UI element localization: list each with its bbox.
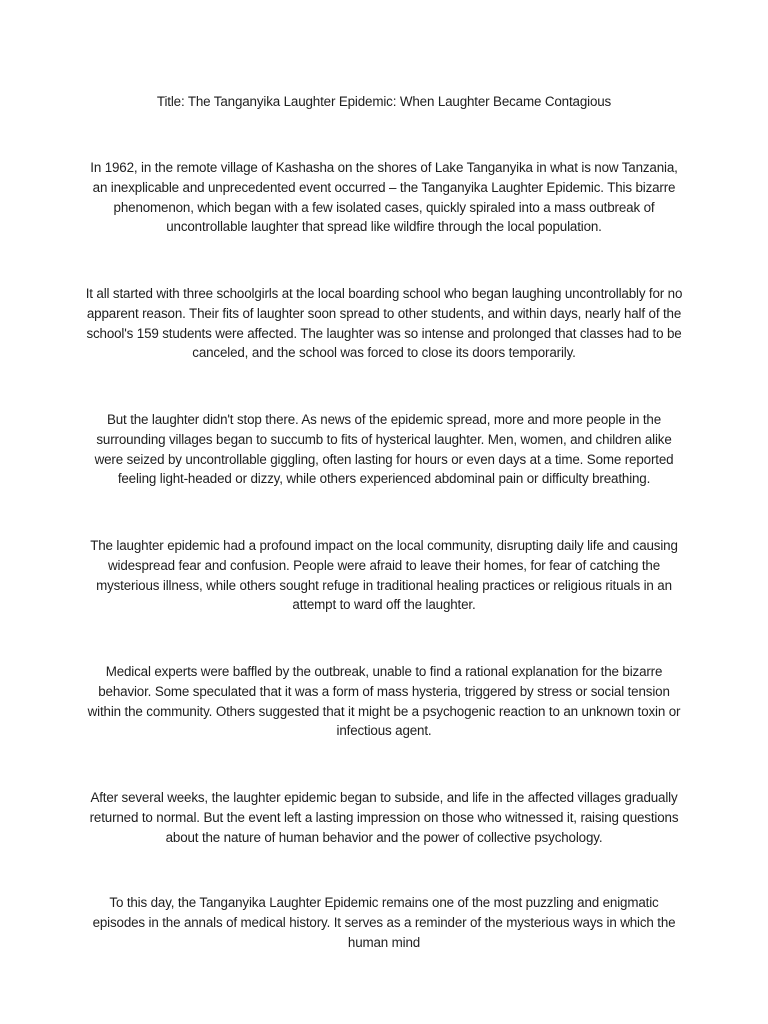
paragraph-1: In 1962, in the remote village of Kashasha on the shores of Lake Tanganyika in what is now Tanzania, an inexplicable and unprecedented event occurred – the Tanganyika Laughter Epidemic. This bizarre phenomenon, which began with a few isolated cases, quickly spiraled into a mass outbreak of uncontrollable laughter that spread like wildfire through the local population. (90, 160, 678, 235)
paragraph-2: It all started with three schoolgirls at the local boarding school who began laughing uncontrollably for no apparent reason. Their fits of laughter soon spread to other students, and within days, nearly half of the school's 159 students were affected. The laughter was so intense and prolonged that classes had to be canceled, and the school was forced to close its doors temporarily. (85, 286, 683, 361)
paragraph-7: To this day, the Tanganyika Laughter Epidemic remains one of the most puzzling and enigmatic episodes in the annals of medical history. It serves as a reminder of the mysterious ways in which the human mind (92, 895, 676, 950)
paragraph-6: After several weeks, the laughter epidemic began to subside, and life in the affected villages gradually returned to normal. But the event left a lasting impression on those who witnessed it, raising questions about the nature of human behavior and the power of collective psychology. (89, 790, 679, 845)
paragraph-3: But the laughter didn't stop there. As news of the epidemic spread, more and more people in the surrounding villages began to succumb to fits of hysterical laughter. Men, women, and children alike were seized by uncontrollable giggling, often lasting for hours or even days at a time. Some reported feeling light-headed or dizzy, while others experienced abdominal pain or difficulty breathing. (94, 412, 674, 487)
paragraph-4: The laughter epidemic had a profound impact on the local community, disrupting daily life and causing widespread fear and confusion. People were afraid to leave their homes, for fear of catching the mysterious illness, while others sought refuge in traditional healing practices or religious rituals in an attempt to ward off the laughter. (90, 538, 678, 613)
paragraph-5: Medical experts were baffled by the outbreak, unable to find a rational explanation for the bizarre behavior. Some speculated that it was a form of mass hysteria, triggered by stress or social tension within the community. Others suggested that it might be a psychogenic reaction to an unknown toxin or infectious agent. (87, 664, 681, 739)
document-title: Title: The Tanganyika Laughter Epidemic: When Laughter Became Contagious (156, 94, 612, 109)
